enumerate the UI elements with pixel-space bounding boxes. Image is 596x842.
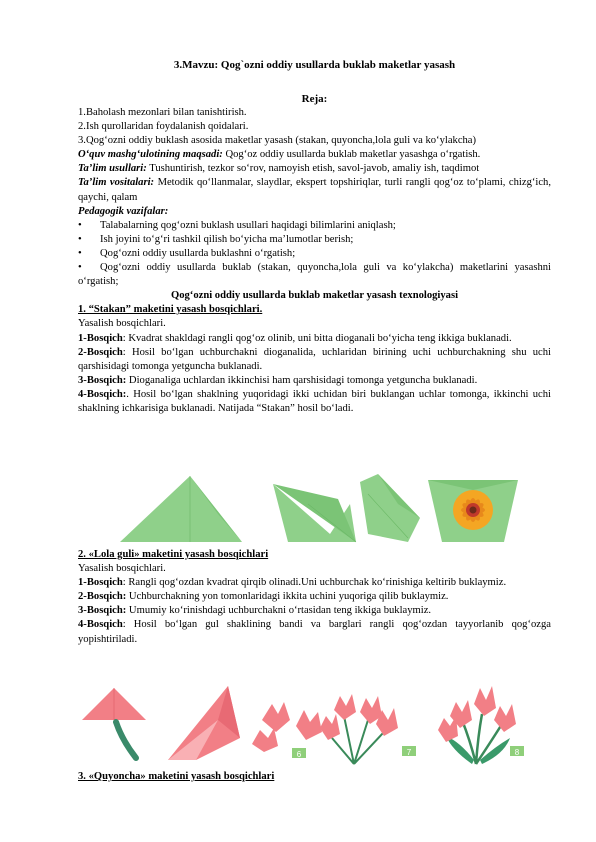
section2-step: 4-Bosqich: Hosil bo‘lgan gul shaklining bandi va barglari rangli qog‘ozdan tayyorlanib qog‘ozga yopishtiriladi. — [78, 619, 551, 645]
task-item: • Qog‘ozni oddiy usullarda buklashni o‘rgatish; — [78, 247, 551, 261]
lola-result-bouquet — [438, 686, 524, 764]
plan-item: 3.Qog‘ozni oddiy buklash asosida maketlar yasash (stakan, quyoncha,lola guli va ko‘ylakcha) — [78, 135, 477, 147]
tools-label: Ta’lim vositalari: — [78, 177, 155, 189]
lola-figures — [78, 680, 551, 766]
bullet-icon: • — [78, 262, 82, 274]
plan-item: 1.Baholash mezonlari bilan tanishtirish. — [78, 107, 247, 118]
figure-label-8: 8 — [514, 748, 520, 757]
plan-heading: Reja: — [301, 93, 328, 105]
quyoncha-section — [78, 770, 551, 784]
figure-label-6: 6 — [296, 750, 302, 759]
task-item: • Qog‘ozni oddiy usullarda buklab (stakan, quyoncha,lola guli va ko‘ylakcha) maketlarini yasashni o‘rgatish; — [78, 262, 551, 288]
section1-step: 4-Bosqich:. Hosil bo‘lgan shaklning yuqoridagi ikki uchidan biri buklangan uchlar tomonga, ikkinchi uchi shaklning ichkarisiga buklanadi. Natijada “Stakan” hosil bo‘ladi. — [78, 388, 551, 414]
section1-heading: 1. “Stakan” maketini yasash bosqichlari. — [78, 304, 263, 316]
section3-heading: 3. «Quyoncha» maketini yasash bosqichlari — [78, 771, 275, 782]
stakan-steps-illustration — [78, 474, 551, 546]
section1-intro: Yasalish bosqichlari. — [78, 318, 166, 330]
goal-text: Qog‘oz oddiy usullarda buklab maketlar yasashga o‘rgatish. — [222, 149, 481, 161]
lola-steps-illustration — [78, 680, 551, 766]
document-title: 3.Mavzu: Qog`ozni oddiy usullarda buklab maketlar yasash — [173, 59, 456, 71]
methods-text: Tushuntirish, tezkor so‘rov, namoyish etish, savol-javob, amaliy ish, taqdimot — [146, 163, 480, 175]
stakan-figures — [78, 474, 551, 546]
section1-step: 1-Bosqich: Kvadrat shakldagi rangli qog‘oz olinib, uni bitta dioganali bo‘yicha teng ikkiga buklanadi. — [78, 332, 512, 344]
lola-section — [78, 548, 551, 647]
stakan-step-3-shape — [360, 474, 420, 542]
plan-section — [78, 106, 551, 416]
section2-step: 2-Bosqich: Uchburchakning yon tomonlaridagi ikkita uchini yuqoriga qilib buklaymiz. — [78, 591, 449, 603]
lola-step-2-shape — [168, 686, 240, 760]
section1-step: 2-Bosqich: Hosil bo‘lgan uchburchakni dioganalida, uchlaridan birining uchi uchburchakning shu uchi qarshisidagi tomonga yetguncha buklanadi. — [78, 346, 551, 372]
lola-step-1-shape — [82, 688, 146, 758]
methods-line — [78, 162, 551, 176]
plan-item: 2.Ish qurollaridan foydalanish qoidalari. — [78, 121, 249, 133]
bullet-icon: • — [78, 247, 82, 259]
stakan-step-1-shape — [120, 476, 242, 542]
bullet-icon: • — [78, 233, 82, 245]
task-item: • Talabalarning qog‘ozni buklash usullari haqidagi bilimlarini aniqlash; — [78, 219, 551, 233]
section2-heading: 2. «Lola guli» maketini yasash bosqichlari — [78, 549, 269, 560]
technology-heading: Qog‘ozni oddiy usullarda buklab maketlar yasash texnologiyasi — [170, 290, 459, 302]
section2-step: 3-Bosqich: Umumiy ko‘rinishdagi uchburchakni o‘rtasidan teng ikkiga buklaymiz. — [78, 605, 432, 617]
figure-label-7: 7 — [406, 748, 412, 757]
goal-line — [78, 148, 551, 162]
goal-label: O‘quv mashg‘ulotining maqsadi: — [78, 149, 223, 161]
tools-text: Metodik qo‘llanmalar, slaydlar, ekspert topshiriqlar, turli rangli qog‘oz to‘plami, chizg‘ich, qaychi, qalam — [78, 177, 551, 203]
bullet-icon: • — [78, 219, 82, 231]
section2-intro: Yasalish bosqichlari. — [78, 563, 166, 575]
task-item: • Ish joyini to‘g‘ri tashkil qilish bo‘yicha ma’lumotlar berish; — [78, 233, 551, 247]
section1-step: 3-Bosqich: Dioganaliga uchlardan ikkinchisi ham qarshisidagi tomonga yetguncha buklanadi. — [78, 374, 478, 386]
lola-step-4-bouquet — [320, 694, 416, 764]
stakan-result-shape — [428, 480, 518, 542]
tasks-heading: Pedagogik vazifalar: — [78, 205, 169, 217]
section2-step: 1-Bosqich: Rangli qog‘ozdan kvadrat qirqib olinadi.Uni uchburchak ko‘rinishiga keltirib buklaymiz. — [78, 577, 507, 589]
tools-line — [78, 176, 551, 204]
methods-label: Ta’lim usullari: — [78, 163, 147, 175]
stakan-step-2-shape — [273, 484, 356, 542]
lola-step-3-shapes — [252, 702, 322, 759]
